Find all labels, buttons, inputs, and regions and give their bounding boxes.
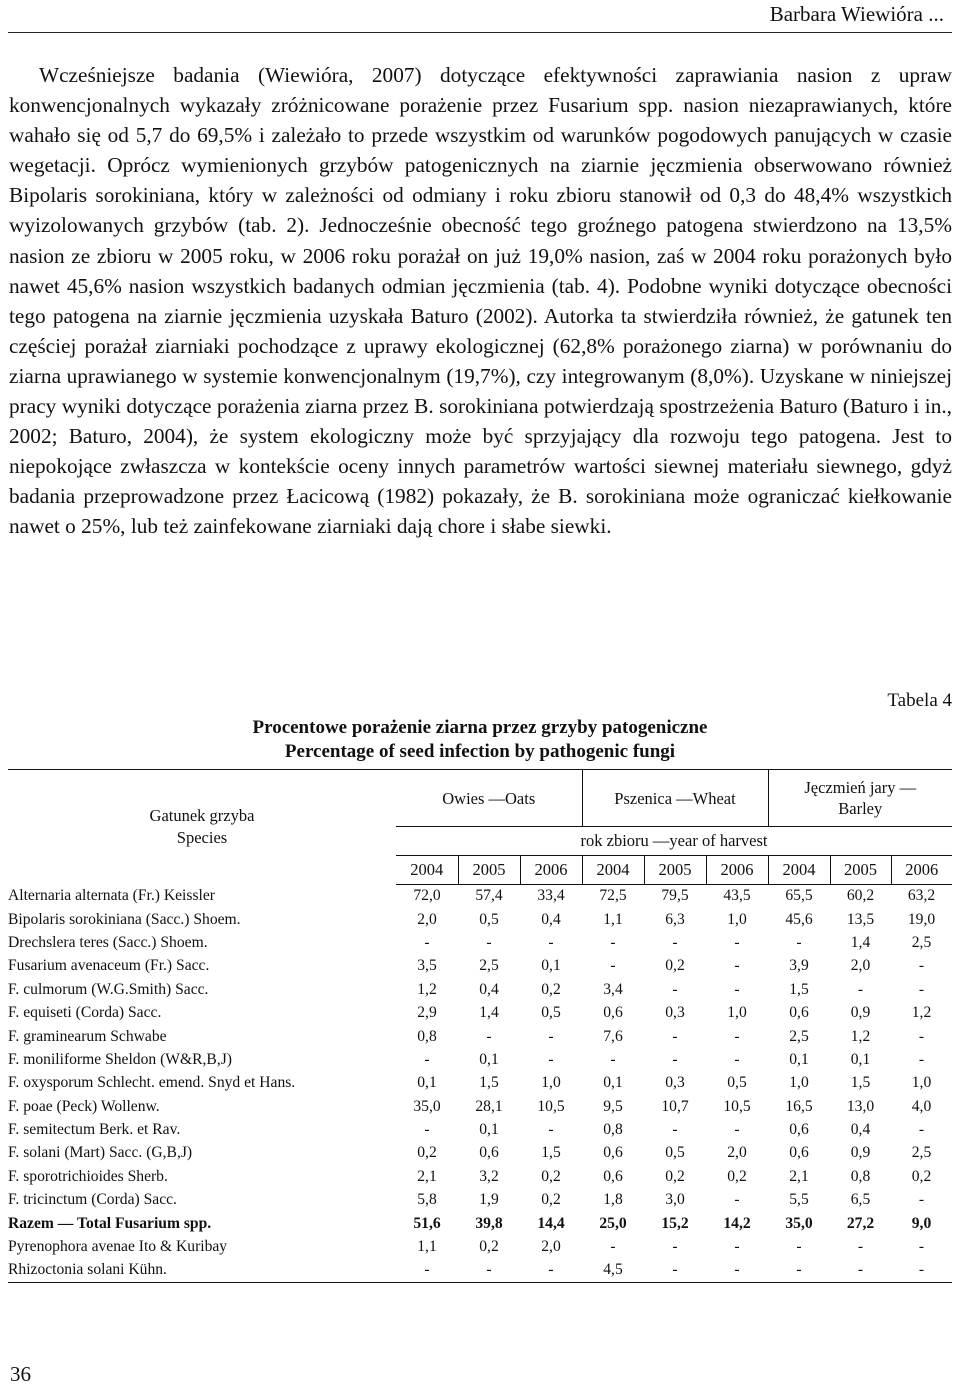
value-cell: 2,1 (789, 1167, 809, 1185)
value-cell: 0,8 (850, 1167, 871, 1185)
value-cell: 1,8 (603, 1191, 623, 1209)
value-cell: 1,0 (911, 1074, 932, 1092)
value-cell: - (830, 1259, 891, 1283)
crop-header-barley-label: Jęczmień jary — Barley (804, 778, 917, 818)
value-cell: - (918, 1121, 925, 1139)
table-row (8, 1259, 952, 1283)
value-cell: 0,4 (850, 1121, 871, 1139)
value-cell: 0,3 (665, 1074, 685, 1092)
value-cell: - (672, 1121, 678, 1139)
value-cell: 13,0 (846, 1097, 875, 1115)
infection-table (8, 769, 952, 1283)
value-cell: - (548, 933, 554, 951)
value-cell: 0,8 (603, 1121, 623, 1139)
value-cell: 51,6 (413, 1214, 441, 1232)
value-cell: - (796, 1238, 802, 1256)
value-cell: 1,2 (850, 1027, 871, 1045)
table-row (8, 1072, 952, 1095)
value-cell: 0,6 (479, 1144, 499, 1162)
page-number: 36 (10, 1362, 31, 1386)
table-label: Tabela 4 (887, 690, 952, 711)
value-cell: 0,5 (665, 1144, 685, 1162)
value-cell: - (610, 1050, 616, 1068)
table-row (8, 1095, 952, 1118)
value-cell: - (734, 1191, 740, 1209)
value-cell: 1,0 (727, 1004, 747, 1022)
value-cell: - (672, 1027, 678, 1045)
value-cell: 6,5 (850, 1191, 871, 1209)
value-cell: 0,2 (911, 1167, 932, 1185)
species-name-cell: Drechslera teres (Sacc.) Shoem. (8, 933, 208, 951)
value-cell: 1,5 (850, 1074, 871, 1092)
crop-header-oats: Owies —Oats (396, 770, 582, 827)
table-caption-english: Percentage of seed infection by pathogenic fungi (284, 741, 676, 762)
table-row (8, 1189, 952, 1212)
value-cell: 1,5 (479, 1074, 499, 1092)
value-cell: - (548, 1121, 554, 1139)
value-cell: 0,6 (789, 1121, 809, 1139)
value-cell: 1,9 (479, 1191, 499, 1209)
species-name-cell: F. poae (Peck) Wollenw. (8, 1097, 160, 1115)
total-row (8, 1212, 952, 1235)
value-cell: 1,0 (789, 1074, 809, 1092)
value-cell: 72,0 (413, 887, 441, 905)
value-cell: 65,5 (785, 887, 813, 905)
value-cell: 0,6 (789, 1144, 809, 1162)
species-name-cell: F. graminearum Schwabe (8, 1027, 167, 1045)
value-cell: 0,2 (665, 957, 685, 975)
value-cell: - (734, 1027, 740, 1045)
value-cell: 2,5 (911, 933, 932, 951)
value-cell: - (734, 957, 740, 975)
value-cell: 1,2 (911, 1004, 932, 1022)
year-header-cell: 2006 (706, 856, 768, 885)
value-cell: - (610, 957, 616, 975)
value-cell: 1,0 (727, 910, 747, 928)
value-cell: 9,5 (603, 1097, 623, 1115)
value-cell: 43,5 (723, 887, 751, 905)
value-cell: 63,2 (907, 887, 936, 905)
body-text (9, 60, 952, 542)
value-cell: 0,4 (479, 980, 499, 998)
species-name-cell: Fusarium avenaceum (Fr.) Sacc. (8, 957, 210, 975)
value-cell: 27,2 (846, 1214, 875, 1232)
value-cell: - (424, 1121, 430, 1139)
running-head: Barbara Wiewióra ... (769, 2, 944, 26)
value-cell: - (610, 1238, 616, 1256)
value-cell: - (734, 1050, 740, 1068)
value-cell: 7,6 (603, 1027, 623, 1045)
value-cell: 33,4 (537, 887, 565, 905)
value-cell: 0,9 (850, 1004, 871, 1022)
value-cell: 0,1 (479, 1121, 499, 1139)
value-cell: - (672, 980, 678, 998)
value-cell: 79,5 (661, 887, 689, 905)
table-row (8, 1142, 952, 1165)
value-cell: 5,8 (417, 1191, 437, 1209)
value-cell: 45,6 (785, 910, 813, 928)
value-cell: 0,5 (727, 1074, 747, 1092)
value-cell: - (918, 1238, 925, 1256)
species-name-cell: F. solani (Mart) Sacc. (G,B,J) (8, 1144, 193, 1162)
value-cell: 0,6 (789, 1004, 809, 1022)
body-paragraph: Wcześniejsze badania (Wiewióra, 2007) dotyczące efektywności zaprawiania nasion z upraw konwencjonalnych wykazały zróżnicowane porażenie przez Fusarium spp. nasion niezaprawianych, które wahało się od 5,7 do 69,5% i zależało to przede wszystkim od warunków pogodowych panujących w czasie wegetacji. Oprócz wymienionych grzybów patogenicznych na ziarnie jęczmienia obserwowano również Bipolaris sorokiniana, który w zależności od odmiany i roku zbioru stanowił od 0,3 do 48,4% wszystkich wyizolowanych grzybów (tab. 2). Jednocześnie obecność tego groźnego patogena stwierdzono na 13,5% nasion ze zbioru w 2005 roku, w 2006 roku porażał on już 19,0% nasion, zaś w 2004 roku porażonych było nawet 45,6% nasion wszystkich badanych odmian jęczmienia (tab. 4). Podobne wyniki dotyczące obecności tego patogena na ziarnie jęczmienia uzyskała Baturo (2002). Autorka ta stwierdziła również, że gatunek ten częściej porażał ziarniaki pochodzące z uprawy ekologicznej (62,8% porażonego ziarna) w porównaniu do ziarna uprawianego w systemie konwencjonalnym (19,7%), czy integrowanym (8,0%). Uzyskane w niniejszej pracy wyniki dotyczące porażenia ziarna przez B. sorokiniana potwierdzają spostrzeżenia Baturo (Baturo i in., 2002; Baturo, 2004), że system ekologiczny może być sprzyjający dla rozwoju tego patogena. Jest to niepokojące zwłaszcza w kontekście oceny innych parametrów wartości siewnej materiału siewnego, gdyż badania przeprowadzone przez Łacicową (1982) pokazały, że B. sorokiniana może ograniczać kiełkowanie nawet o 25%, lub też zainfekowane ziarniaki dają chore i słabe siewki. (9, 63, 952, 539)
crop-header-barley (768, 770, 952, 827)
value-cell: - (486, 933, 492, 951)
year-header-cell: 2005 (644, 856, 706, 885)
table-row (8, 1048, 952, 1071)
value-cell: 2,1 (417, 1167, 437, 1185)
value-cell: 2,0 (727, 1144, 747, 1162)
value-cell: - (424, 933, 430, 951)
value-cell: - (918, 1027, 925, 1045)
year-header-cell: 2004 (768, 856, 830, 885)
value-cell: - (891, 1259, 952, 1283)
value-cell: - (857, 980, 864, 998)
species-name-cell: Bipolaris sorokiniana (Sacc.) Shoem. (8, 910, 241, 928)
value-cell: - (424, 1050, 430, 1068)
value-cell: 1,5 (541, 1144, 561, 1162)
value-cell: 3,2 (479, 1167, 499, 1185)
table-row (8, 978, 952, 1001)
year-header-cell: 2004 (582, 856, 644, 885)
value-cell: 19,0 (907, 910, 936, 928)
crop-header-wheat: Pszenica —Wheat (582, 770, 768, 827)
value-cell: - (706, 1259, 768, 1283)
value-cell: 3,5 (417, 957, 437, 975)
value-cell: - (796, 933, 802, 951)
table-row (8, 1165, 952, 1188)
value-cell: 4,0 (911, 1097, 932, 1115)
value-cell: 35,0 (413, 1097, 441, 1115)
value-cell: 0,6 (603, 1144, 623, 1162)
value-cell: 1,5 (789, 980, 809, 998)
table-row (8, 908, 952, 931)
value-cell: 3,9 (789, 957, 809, 975)
value-cell: 10,5 (537, 1097, 565, 1115)
value-cell: - (918, 957, 925, 975)
value-cell: 72,5 (599, 887, 627, 905)
value-cell: 0,2 (479, 1238, 499, 1256)
species-name-cell: F. tricinctum (Corda) Sacc. (8, 1191, 177, 1209)
species-column-header (8, 770, 396, 885)
species-header-pl: Gatunek grzyba (149, 806, 255, 826)
table-row (8, 1025, 952, 1048)
value-cell: 0,1 (479, 1050, 499, 1068)
value-cell: - (672, 933, 678, 951)
year-header-cell: 2005 (458, 856, 520, 885)
value-cell: 0,2 (727, 1167, 747, 1185)
value-cell: 1,1 (603, 910, 623, 928)
value-cell: - (396, 1259, 458, 1283)
species-name-cell: Pyrenophora avenae Ito & Kuribay (8, 1238, 228, 1256)
species-name-cell: Rhizoctonia solani Kühn. (8, 1259, 396, 1283)
value-cell: 57,4 (475, 887, 503, 905)
value-cell: 0,2 (541, 980, 561, 998)
value-cell: 3,0 (665, 1191, 685, 1209)
value-cell: - (734, 1121, 740, 1139)
table-row (8, 885, 952, 908)
table-caption-polish: Procentowe porażenie ziarna przez grzyby patogeniczne (252, 717, 708, 738)
value-cell: 10,7 (661, 1097, 689, 1115)
value-cell: 2,0 (850, 957, 871, 975)
value-cell: - (520, 1259, 582, 1283)
value-cell: 6,3 (665, 910, 685, 928)
value-cell: 0,1 (789, 1050, 809, 1068)
value-cell: - (644, 1259, 706, 1283)
value-cell: 1,4 (479, 1004, 499, 1022)
species-name-cell: F. sporotrichioides Sherb. (8, 1167, 168, 1185)
value-cell: 28,1 (475, 1097, 503, 1115)
value-cell: 0,8 (417, 1027, 437, 1045)
value-cell: 0,1 (603, 1074, 623, 1092)
value-cell: 0,5 (541, 1004, 561, 1022)
value-cell: - (734, 980, 740, 998)
value-cell: 2,5 (479, 957, 499, 975)
value-cell: - (918, 1191, 925, 1209)
value-cell: - (672, 1238, 678, 1256)
value-cell: 9,0 (911, 1214, 932, 1232)
value-cell: 0,2 (541, 1167, 561, 1185)
value-cell: 0,2 (665, 1167, 685, 1185)
value-cell: 39,8 (475, 1214, 503, 1232)
harvest-year-header: rok zbioru —year of harvest (396, 827, 952, 856)
value-cell: - (610, 933, 616, 951)
value-cell: - (768, 1259, 830, 1283)
species-name-cell: F. equiseti (Corda) Sacc. (8, 1004, 162, 1022)
value-cell: 1,2 (417, 980, 437, 998)
value-cell: 3,4 (603, 980, 623, 998)
value-cell: 0,1 (541, 957, 561, 975)
value-cell: 10,5 (723, 1097, 751, 1115)
value-cell: 0,1 (417, 1074, 437, 1092)
value-cell: 35,0 (785, 1214, 813, 1232)
species-name-cell: Razem — Total Fusarium spp. (8, 1214, 212, 1232)
value-cell: - (548, 1050, 554, 1068)
value-cell: 2,9 (417, 1004, 437, 1022)
species-name-cell: F. oxysporum Schlecht. emend. Snyd et Hans. (8, 1074, 296, 1092)
year-header-cell: 2006 (520, 856, 582, 885)
table-row (8, 931, 952, 954)
value-cell: 0,9 (850, 1144, 871, 1162)
table-row (8, 955, 952, 978)
value-cell: 2,0 (541, 1238, 561, 1256)
species-name-cell: F. semitectum Berk. et Rav. (8, 1121, 181, 1139)
value-cell: 60,2 (846, 887, 875, 905)
value-cell: 1,1 (417, 1238, 437, 1256)
value-cell: - (734, 1238, 740, 1256)
value-cell: 0,6 (603, 1004, 623, 1022)
year-header-cell: 2006 (891, 856, 952, 885)
value-cell: - (458, 1259, 520, 1283)
value-cell: 0,6 (603, 1167, 623, 1185)
year-header-cell: 2005 (830, 856, 891, 885)
value-cell: 1,4 (850, 933, 871, 951)
value-cell: - (918, 1050, 925, 1068)
value-cell: 25,0 (599, 1214, 627, 1232)
species-header-en: Species (176, 828, 228, 848)
value-cell: 2,5 (911, 1144, 932, 1162)
value-cell: 2,5 (789, 1027, 809, 1045)
value-cell: - (486, 1027, 492, 1045)
table-row (8, 1235, 952, 1258)
header-rule (8, 32, 952, 33)
value-cell: 16,5 (785, 1097, 813, 1115)
value-cell: 4,5 (582, 1259, 644, 1283)
value-cell: - (548, 1027, 554, 1045)
table-row (8, 1118, 952, 1141)
value-cell: 5,5 (789, 1191, 809, 1209)
value-cell: 14,4 (537, 1214, 565, 1232)
value-cell: 13,5 (846, 910, 875, 928)
value-cell: - (857, 1238, 864, 1256)
value-cell: 0,2 (541, 1191, 561, 1209)
year-header-cell: 2004 (396, 856, 458, 885)
value-cell: 2,0 (417, 910, 437, 928)
value-cell: 1,0 (541, 1074, 561, 1092)
species-name-cell: F. moniliforme Sheldon (W&R,B,J) (8, 1050, 232, 1068)
value-cell: 15,2 (661, 1214, 689, 1232)
value-cell: 0,5 (479, 910, 499, 928)
value-cell: 14,2 (723, 1214, 751, 1232)
table-row (8, 1001, 952, 1024)
species-name-cell: F. culmorum (W.G.Smith) Sacc. (8, 980, 209, 998)
species-name-cell: Alternaria alternata (Fr.) Keissler (8, 887, 215, 905)
value-cell: 0,2 (417, 1144, 437, 1162)
table-body (8, 885, 952, 1283)
value-cell: 0,3 (665, 1004, 685, 1022)
value-cell: 0,1 (850, 1050, 871, 1068)
value-cell: - (918, 980, 925, 998)
value-cell: - (734, 933, 740, 951)
value-cell: - (672, 1050, 678, 1068)
value-cell: 0,4 (541, 910, 561, 928)
